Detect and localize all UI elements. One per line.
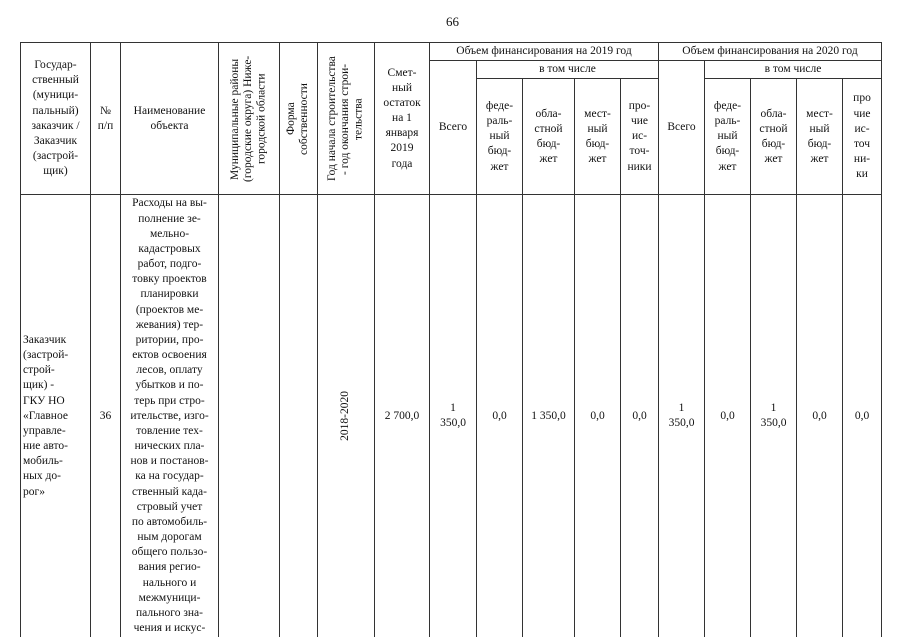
header-2020-local: мест- ный бюд- жет [797,79,843,195]
header-districts: Муниципальные районы (городские округа) Ниже- городской области [219,43,280,195]
cell-2019-federal: 0,0 [477,195,523,637]
financing-table [20,42,882,637]
header-2019-other: про- чие ис- точ- ники [621,79,659,195]
page-number: 66 [446,14,459,29]
header-2020-including: в том числе [705,61,882,79]
header-fin-2020: Объем финансирования на 2020 год [659,43,882,61]
header-2019-federal: феде- раль- ный бюд- жет [477,79,523,195]
header-customer: Государ- ственный (муници- пальный) заказчик / Заказчик (застрой- щик) [21,43,91,195]
header-2020-regional: обла- стной бюд- жет [751,79,797,195]
header-2019-total: Всего [430,61,477,195]
header-2020-other: про чие ис- точ ни- ки [843,79,882,195]
header-years: Год начала строительства - год окончания строи- тельства [318,43,375,195]
header-ownership: Форма собственности [280,43,318,195]
cell-2020-other: 0,0 [843,195,882,637]
cell-balance: 2 700,0 [375,195,430,637]
cell-districts [219,195,280,637]
cell-2019-regional: 1 350,0 [523,195,575,637]
cell-num: 36 [91,195,121,637]
header-2020-total: Всего [659,61,705,195]
header-2020-federal: феде- раль- ный бюд- жет [705,79,751,195]
cell-2020-regional: 1 350,0 [751,195,797,637]
cell-2019-other: 0,0 [621,195,659,637]
header-object-name: Наименование объекта [121,43,219,195]
header-2019-including: в том числе [477,61,659,79]
header-2019-local: мест- ный бюд- жет [575,79,621,195]
cell-customer: Заказчик (застрой- строй- щик) - ГКУ НО «Главное управле- ние авто- мобиль- ных до- рог» [21,195,91,637]
header-balance: Смет- ный остаток на 1 января 2019 года [375,43,430,195]
header-fin-2019: Объем финансирования на 2019 год [430,43,659,61]
cell-2020-total: 1 350,0 [659,195,705,637]
cell-2020-local: 0,0 [797,195,843,637]
cell-2020-federal: 0,0 [705,195,751,637]
cell-ownership [280,195,318,637]
cell-years [318,195,375,637]
cell-2019-total: 1 350,0 [430,195,477,637]
table-row [21,195,882,637]
header-num: № п/п [91,43,121,195]
header-2019-regional: обла- стной бюд- жет [523,79,575,195]
cell-object-name: Расходы на вы- полнение зе- мельно- кадастровых работ, подго- товку проектов планировки (проектов ме- жевания) тер- ритории, про- ектов освоения лесов, оплату убытков и по- терь при стро- ительстве, изго- товление тех- нических пла- нов и постанов- ка на государ- ственный када- стровый учет по автомобиль- ным дорогам общего пользо- вания регио- нального и межмуници- пального зна- чения и искус- [121,195,219,637]
cell-years-text: 2018-2020 [339,391,352,442]
cell-2019-local: 0,0 [575,195,621,637]
